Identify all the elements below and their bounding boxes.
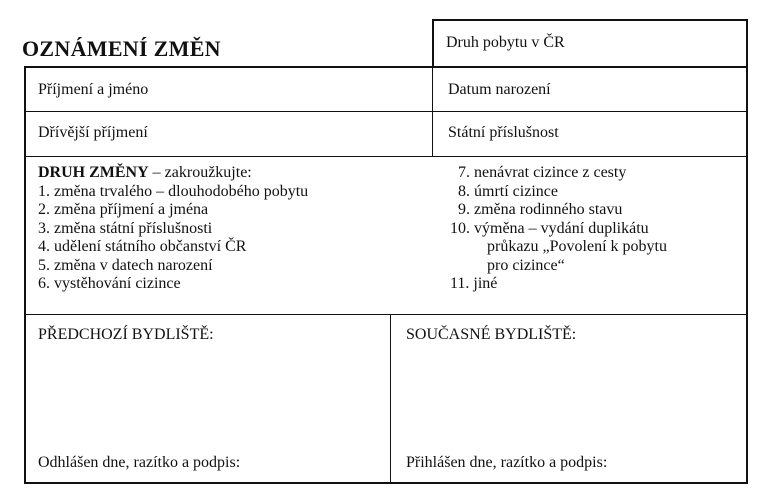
change-option-9[interactable]: 9. změna rodinného stavu xyxy=(458,201,623,218)
form-title: OZNÁMENÍ ZMĚN xyxy=(22,36,221,61)
birth-date-field[interactable]: Datum narození xyxy=(448,81,551,98)
change-option-11[interactable]: 11. jiné xyxy=(450,275,498,292)
change-type-list-right xyxy=(450,164,667,294)
change-option-8[interactable]: 8. úmrtí cizince xyxy=(458,182,558,200)
change-option-1[interactable]: 1. změna trvalého – dlouhodobého pobytu xyxy=(38,182,309,200)
current-residence-heading: SOUČASNÉ BYDLIŠTĚ: xyxy=(406,326,577,343)
previous-residence-heading: PŘEDCHOZÍ BYDLIŠTĚ: xyxy=(38,326,214,343)
divider-row-3 xyxy=(24,314,748,315)
divider-row-1 xyxy=(24,111,748,112)
change-option-10[interactable]: 10. výměna – vydání duplikátu xyxy=(450,219,649,237)
divider-col-top xyxy=(432,66,433,156)
change-type-heading xyxy=(38,164,308,183)
change-option-5[interactable]: 5. změna v datech narození xyxy=(38,256,213,274)
change-option-3[interactable]: 3. změna státní příslušnosti xyxy=(38,219,213,237)
change-type-instruction: – zakroužkujte: xyxy=(148,164,252,181)
deregistration-signature-field[interactable]: Odhlášen dne, razítko a podpis: xyxy=(38,454,241,471)
citizenship-field[interactable]: Státní příslušnost xyxy=(448,124,559,141)
surname-name-field[interactable]: Příjmení a jméno xyxy=(38,81,149,98)
change-option-10-line-3: pro cizince“ xyxy=(487,256,565,274)
change-option-6[interactable]: 6. vystěhování cizince xyxy=(38,275,181,292)
divider-row-2 xyxy=(24,156,748,157)
former-surname-field[interactable]: Dřívější příjmení xyxy=(38,124,148,141)
registration-signature-field[interactable]: Přihlášen dne, razítko a podpis: xyxy=(406,454,608,471)
change-option-10-line-2: průkazu „Povolení k pobytu xyxy=(487,238,667,255)
residence-type-label: Druh pobytu v ČR xyxy=(446,34,565,51)
change-type-heading-label: DRUH ZMĚNY xyxy=(38,164,149,181)
change-option-2[interactable]: 2. změna příjmení a jména xyxy=(38,201,209,218)
divider-col-bottom xyxy=(390,314,391,484)
change-option-7[interactable]: 7. nenávrat cizince z cesty xyxy=(458,164,627,181)
change-option-4[interactable]: 4. udělení státního občanství ČR xyxy=(38,238,247,255)
change-type-list-left xyxy=(38,164,308,294)
